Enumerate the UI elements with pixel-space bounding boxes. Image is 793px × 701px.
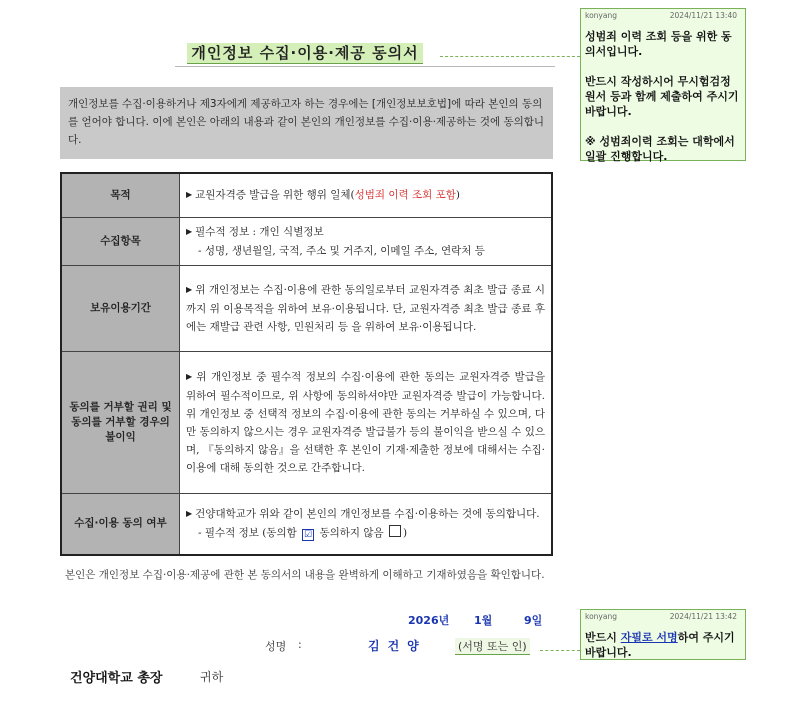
signature-name[interactable]: 김건양	[368, 639, 427, 653]
consent-table	[60, 172, 553, 556]
bullet-icon: ▶	[186, 284, 193, 294]
row-label-agreement: 수집·이용 동의 여부	[61, 493, 180, 555]
title-divider	[175, 66, 555, 67]
row-label-period: 보유이용기간	[61, 265, 180, 351]
date-month[interactable]: 1월	[474, 614, 493, 627]
comment-balloon[interactable]	[580, 609, 746, 660]
agree-checkbox[interactable]: ☑	[304, 530, 313, 541]
document-title-text: 개인정보 수집·이용·제공 동의서	[187, 43, 422, 64]
signature-label: 성명	[265, 640, 287, 653]
row-value-agreement: ▶ 건양대학교가 위와 같이 본인의 개인정보를 수집·이용하는 것에 동의합니다. - 필수적 정보 (동의함 ☑ 동의하지 않음 )	[180, 493, 553, 555]
row-label-items: 수집항목	[61, 217, 180, 265]
row-label-purpose: 목적	[61, 173, 180, 217]
table-row	[61, 217, 552, 265]
highlight-text: 성범죄 이력 조회 포함	[354, 188, 456, 201]
bullet-icon: ▶	[186, 509, 193, 519]
row-label-refusal: 동의를 거부할 권리 및 동의를 거부할 경우의 불이익	[61, 351, 180, 493]
table-row	[61, 351, 552, 493]
comment-body: 성범죄 이력 조회 등을 위한 동의서입니다. 반드시 작성하시어 무시험검정원서 등과 함께 제출하여 주시기 바랍니다. ※ 성범죄이력 조회는 대학에서 일괄 진행합니다.	[585, 30, 739, 163]
document-title	[170, 40, 440, 66]
comment-body: 반드시 자필로 서명하여 주시기 바랍니다.	[585, 631, 735, 659]
row-value-purpose: ▶ 교원자격증 발급을 위한 행위 일체(성범죄 이력 조회 포함)	[180, 173, 553, 217]
highlight-text: 자필로 서명	[620, 631, 678, 644]
table-row	[61, 265, 552, 351]
table-row	[61, 173, 552, 217]
comment-meta	[585, 612, 737, 621]
date-day[interactable]: 9일	[524, 614, 543, 627]
row-value-period: ▶ 위 개인정보는 수집·이용에 관한 동의일로부터 교원자격증 최초 발급 종료 시까지 위 이용목적을 위하여 보유·이용됩니다. 단, 교원자격증 최초 발급 종료 후에는 재발급 관련 사항, 민원처리 등 을 위하여 보유·이용됩니다.	[180, 265, 553, 351]
signature-colon: :	[298, 638, 302, 651]
date-year[interactable]: 2026년	[408, 614, 450, 627]
comment-balloon[interactable]	[580, 8, 746, 161]
comment-author: konyang	[585, 612, 617, 621]
comment-author: konyang	[585, 11, 617, 20]
addressee: 건양대학교 총장	[70, 671, 163, 686]
comment-timestamp: 2024/11/21 13:42	[669, 612, 737, 621]
row-value-items: ▶ 필수적 정보 : 개인 식별정보 - 성명, 생년월일, 국적, 주소 및 거주지, 이메일 주소, 연락처 등	[180, 217, 553, 265]
addressee-suffix: 귀하	[200, 670, 224, 684]
bullet-icon: ▶	[186, 226, 193, 236]
disagree-checkbox[interactable]	[389, 525, 401, 537]
comment-timestamp: 2024/11/21 13:40	[669, 11, 737, 20]
bullet-icon: ▶	[186, 189, 193, 199]
intro-paragraph: 개인정보를 수집·이용하거나 제3자에게 제공하고자 하는 경우에는 [개인정보보호법]에 따라 본인의 동의를 얻어야 합니다. 이에 본인은 아래의 내용과 같이 본인의 개인정보를 수집·이용·제공하는 것에 동의합니다.	[60, 87, 553, 159]
comment-meta	[585, 11, 737, 20]
table-row	[61, 493, 552, 555]
row-value-refusal: ▶ 위 개인정보 중 필수적 정보의 수집·이용에 관한 동의는 교원자격증 발급을 위하여 필수적이므로, 위 사항에 동의하셔야만 교원자격증 발급이 가능합니다. 위 개인정보 중 선택적 정보의 수집·이용에 관한 동의는 거부하실 수 있으며, 다만 동의하지 않으시는 경우 교원자격증 발급불가 등의 불이익을 받으실 수 있으며, 『동의하지 않음』을 선택한 후 본인이 기재·제출한 정보에 대해서는 수집·이용에 대해 동의한 것으로 간주합니다.	[180, 351, 553, 493]
comment-connector	[540, 650, 580, 651]
signature-note[interactable]: (서명 또는 인)	[455, 638, 530, 655]
consent-statement: 본인은 개인정보 수집·이용·제공에 관한 본 동의서의 내용을 완벽하게 이해하고 기재하였음을 확인합니다.	[65, 569, 545, 581]
comment-connector	[440, 56, 580, 57]
bullet-icon: ▶	[186, 371, 194, 381]
